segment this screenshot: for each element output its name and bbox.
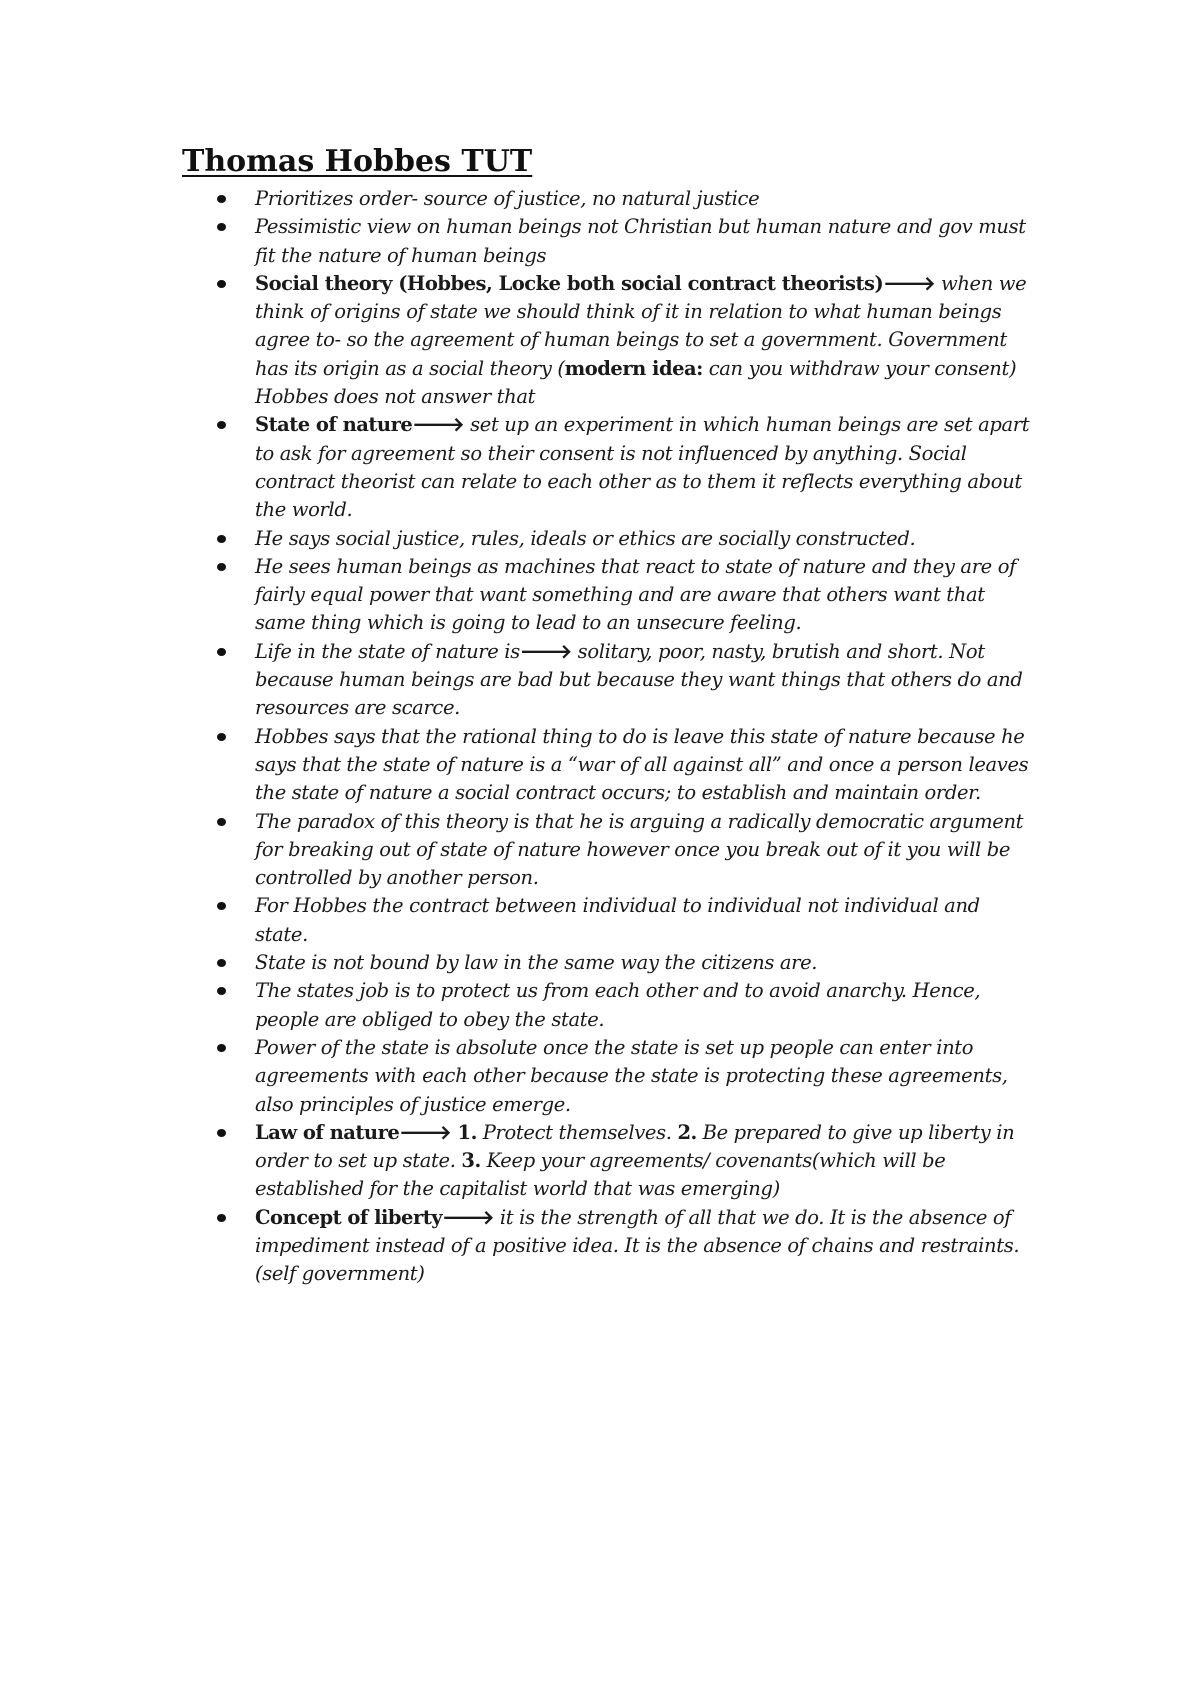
bullet-dot-icon: [217, 563, 226, 571]
right-arrow-icon: 🡒: [519, 639, 572, 663]
notes-bullet-list: [0, 185, 1200, 1289]
bullet-item-3: [0, 270, 1030, 411]
bullet-item-15: [0, 1204, 1030, 1289]
bullet-item-4: [0, 411, 1030, 524]
right-arrow-icon: 🡒: [442, 1205, 495, 1229]
bullet-dot-icon: [217, 818, 226, 826]
bullet-item-5: [0, 525, 1030, 553]
bullet-text: Hobbes says that the rational thing to do is leave this state of nature because he says that the state of nature is a “war of all against all” and once a person leaves the state of nature a social contract occurs; to establish and maintain order.: [255, 724, 1029, 805]
bullet-item-10: [0, 892, 1030, 949]
bullet-text: Be prepared to give up liberty in order to set up state.: [255, 1120, 1015, 1173]
list-number: 3.: [461, 1149, 481, 1173]
bullet-text: Power of the state is absolute once the state is set up people can enter into agreements with each other because the state is protecting these agreements, also principles of justice emerge.: [255, 1035, 1008, 1116]
bullet-item-8: [0, 723, 1030, 808]
bullet-item-6: [0, 553, 1030, 638]
list-number: 2.: [677, 1120, 697, 1144]
bullet-dot-icon: [217, 195, 226, 203]
bullet-text: Pessimistic view on human beings not Christian but human nature and gov must fit the nature of human beings: [255, 215, 1026, 267]
bullet-text: Keep your agreements/ covenants(which will be established for the capitalist world that was emerging): [255, 1149, 946, 1201]
right-arrow-icon: 🡒: [883, 271, 936, 295]
list-number: 1.: [451, 1120, 477, 1144]
bullet-text: Protect themselves.: [476, 1120, 678, 1144]
bullet-text: He sees human beings as machines that react to state of nature and they are of fairly equal power that want something and are aware that others want that same thing which is going to lead to an unsecure feeling.: [255, 554, 1016, 635]
bullet-item-13: [0, 1034, 1030, 1119]
bullet-dot-icon: [217, 987, 226, 995]
bullet-text: solitary, poor, nasty, brutish and short. Not because human beings are bad but because they want things that others do and resources are scarce.: [255, 639, 1023, 720]
bullet-item-1: [0, 185, 1030, 213]
bullet-bold-heading: State of nature: [255, 413, 413, 437]
bullet-dot-icon: [217, 1214, 226, 1222]
bullet-text: Life in the state of nature is: [255, 639, 520, 663]
bullet-bold-heading: Concept of liberty: [255, 1205, 443, 1229]
bullet-item-12: [0, 977, 1030, 1034]
bullet-text: State is not bound by law in the same way the citizens are.: [255, 951, 818, 975]
bullet-text: it is the strength of all that we do. It is the absence of impediment instead of a positive idea. It is the absence of chains and restraints. (self government): [255, 1205, 1020, 1286]
document-title: Thomas Hobbes TUT: [182, 144, 533, 179]
right-arrow-icon: 🡒: [412, 413, 465, 437]
bullet-text: Prioritizes order- source of justice, no natural justice: [255, 187, 760, 210]
bullet-bold-heading: Social theory (Hobbes, Locke both social contract theorists): [255, 271, 884, 295]
bullet-dot-icon: [217, 902, 226, 910]
bullet-dot-icon: [217, 1129, 226, 1137]
bullet-text: The paradox of this theory is that he is arguing a radically democratic argument for breaking out of state of nature however once you break out of it you will be controlled by another person.: [255, 809, 1024, 890]
bullet-bold-phrase: modern idea:: [564, 356, 703, 380]
bullet-dot-icon: [217, 733, 226, 741]
bullet-text: set up an experiment in which human beings are set apart to ask for agreement so their consent is not influenced by anything. Social contract theorist can relate to each other as to them it reflects everything about the world.: [255, 413, 1030, 522]
bullet-bold-heading: Law of nature: [255, 1120, 400, 1144]
bullet-item-2: [0, 213, 1030, 270]
bullet-text: He says social justice, rules, ideals or ethics are socially constructed.: [255, 526, 916, 550]
bullet-dot-icon: [217, 959, 226, 967]
bullet-text: The states job is to protect us from each other and to avoid anarchy. Hence, people are obliged to obey the state.: [255, 979, 981, 1031]
bullet-item-9: [0, 808, 1030, 893]
bullet-dot-icon: [217, 280, 226, 288]
bullet-dot-icon: [217, 421, 226, 429]
bullet-dot-icon: [217, 1044, 226, 1052]
right-arrow-icon: 🡒: [399, 1120, 452, 1144]
bullet-text: For Hobbes the contract between individual to individual not individual and state.: [255, 894, 980, 946]
bullet-item-14: [0, 1119, 1030, 1204]
bullet-dot-icon: [217, 648, 226, 656]
bullet-item-7: [0, 638, 1030, 723]
bullet-item-11: [0, 949, 1030, 977]
bullet-text: can you withdraw your consent) Hobbes does not answer that: [255, 356, 1017, 409]
bullet-dot-icon: [217, 223, 226, 231]
bullet-dot-icon: [217, 535, 226, 543]
bullet-text: when we think of origins of state we should think of it in relation to what human beings agree to- so the agreement of human beings to set a government. Government has its origin as a social theory (: [255, 271, 1027, 380]
